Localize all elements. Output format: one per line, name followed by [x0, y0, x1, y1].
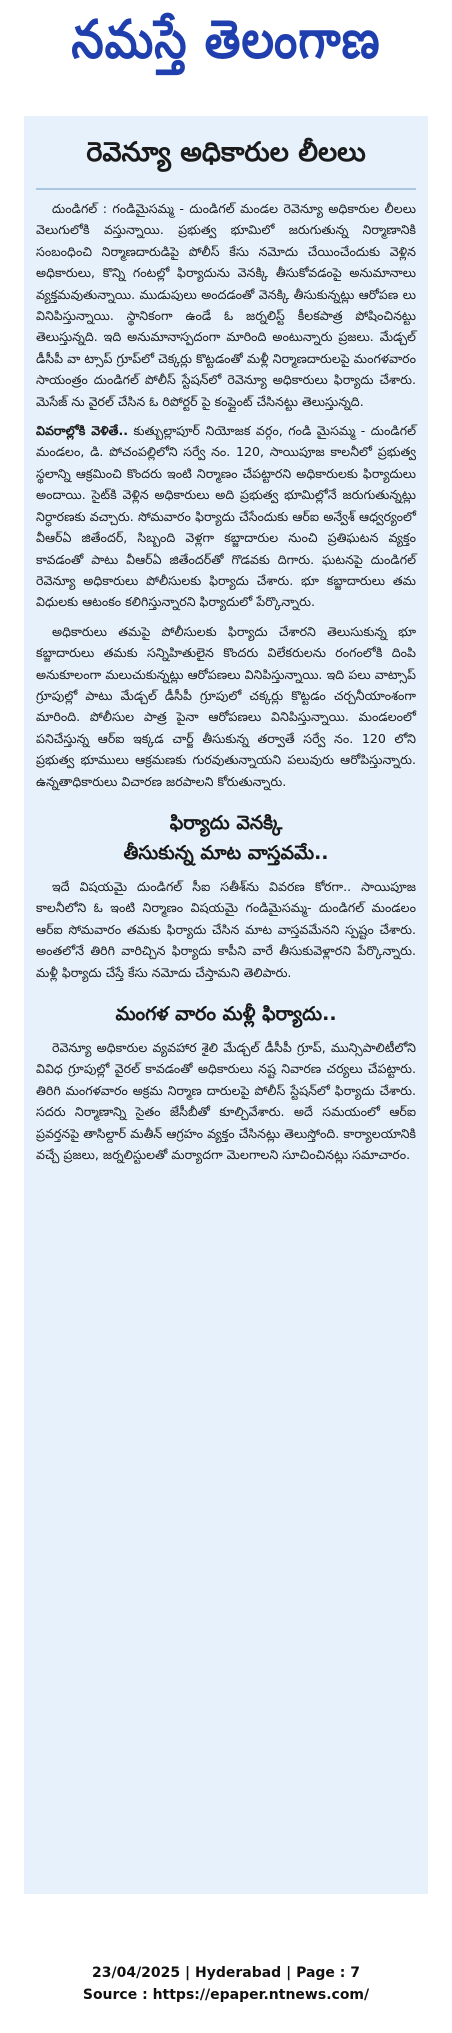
tuesday-complaint-paragraph: రెవెన్యూ అధికారుల వ్యవహార శైలి మేడ్చల్ డీసీపీ గ్రూప్, మున్సిపాలిటీలోని వివిధ గ్రూపుల్లో వైరల్ కావడంతో అధికారులు నష్ట నివారణ చర్యలు చేపట్టారు. తిరిగి మంగళవారం అక్రమ నిర్మాణ దారులపై పోలీస్ స్టేషన్‌లో ఫిర్యాదు చేశారు. సదరు నిర్మాణాన్ని సైతం జేసీబీతో కూల్చివేశారు. అదే సమయంలో ఆర్ఐ ప్రవర్తనపై తాసిల్దార్ మతీన్ ఆగ్రహం వ్యక్తం చేసినట్లు తెలుస్తోంది. కార్యాలయానికి వచ్చే ప్రజలు, జర్నలిస్టులతో మర్యాదగా మెలగాలని సూచించినట్లు సమాచారం. — [36, 1040, 416, 1163]
footer-date-page: 23/04/2025 | Hyderabad | Page : 7 — [91, 1965, 361, 1981]
section-heading-complaint-withdrawn — [36, 808, 416, 868]
masthead-title: నమస్తే తెలంగాణ — [71, 8, 381, 71]
section-heading-line1: ఫిర్యాదు వెనక్కి — [169, 811, 283, 834]
article-headline: రెవెన్యూ అధికారుల లీలలు — [36, 124, 416, 190]
ci-statement-paragraph: ఇదే విషయమై దుండిగల్ సీఐ సతీశ్‌ను వివరణ కోరగా.. సాయిపూజ కాలనీలోని ఓ ఇంటి నిర్మాణం విషయమై గండిమైసమ్మ- దుండిగల్ మండలం ఆర్ఐ సోమవారం తమకు ఫిర్యాదు చేసిన మాట వాస్తవమేనని స్పష్టం చేశారు. అంతలోనే తిరిగి వారిచ్చిన ఫిర్యాదు కాపీని వారే తీసుకువెళ్లారని పేర్కొన్నారు. మళ్లీ ఫిర్యాదు చేస్తే కేసు నమోదు చేస్తామని తెలిపారు. — [36, 878, 416, 980]
page-footer — [0, 1962, 452, 2006]
details-text: కుత్బుల్లాపూర్ నియోజక వర్గం, గండి మైసమ్మ - దుండిగల్ మండలం, డి. పోచంపల్లిలోని సర్వే నం. 120, సాయిపూజ కాలనీలో ప్రభుత్వ స్థలాన్ని ఆక్రమించి కొందరు ఇంటి నిర్మాణం చేపట్టారని అధికారులకు ఫిర్యాదులు అందాయి. సైట్‌కి వెళ్లిన అధికారులు అది ప్రభుత్వ భూమిల్లోనే జరుగుతున్నట్లు నిర్ధారణకు వచ్చారు. సోమవారం ఫిర్యాదు చేసేందుకు ఆర్ఐ అన్వేశ్ ఆధ్వర్యంలో వీఆర్ఏ జితేందర్, సిబ్బంది వెళ్లగా కబ్జాదారుల నుంచి ప్రతిఘటన వ్యక్తం కావడంతో పాటు వీఆర్ఏ జితేందర్‌తో గొడవకు దిగారు. ఘటనపై దుండిగల్ రెవెన్యూ అధికారులు పోలీసులకు ఫిర్యాదు చేశారు. భూ కబ్జాదారులు తమ విధులకు ఆటంకం కలిగిస్తున్నారని ఫిర్యాదులో పేర్కొన్నారు. — [36, 423, 416, 610]
section-heading-tuesday-complaint: మంగళ వారం మళ్లీ ఫిర్యాదు.. — [115, 1003, 337, 1025]
details-lead: వివరాల్లోకి వెళితే.. — [36, 423, 129, 439]
details-paragraph — [36, 420, 416, 613]
allegations-paragraph: అధికారులు తమపై పోలీసులకు ఫిర్యాదు చేశారని తెలుసుకున్న భూ కబ్జాదారులు తమకు సన్నిహితులైన కొందరు విలేకరులను రంగంలోకి దింపి అనుకూలంగా మలుచుకున్నట్లు ఆరోపణలు వినిపిస్తున్నాయి. ఇది పలు వాట్సాప్ గ్రూపుల్లో పాటు మేడ్చల్ డీసీపీ గ్రూపులో చక్కర్లు కొట్టడం చర్చనీయాంశంగా మారింది. పోలీసుల పాత్ర పైనా ఆరోపణలు వినిపిస్తున్నాయి. మండలంలో పనిచేస్తున్న ఆర్ఐ ఇక్కడ చార్జ్ తీసుకున్న తర్వాతే సర్వే నం. 120 లోని ప్రభుత్వ భూములు ఆక్రమణకు గురవుతున్నాయని పలువురు ఆరోపిస్తున్నారు. ఉన్నతాధికారులు విచారణ జరపాలని కోరుతున్నారు. — [36, 623, 416, 789]
article-intro-paragraph: దుండిగల్ : గండిమైసమ్మ - దుండిగల్ మండల రెవెన్యూ అధికారుల లీలలు వెలుగులోకి వస్తున్నాయి. ప్రభుత్వ భూమిలో జరుగుతున్న నిర్మాణానికి సంబంధించి నిర్మాణదారుడిపై పోలీస్ కేసు నమోదు చేయించేందుకు వెళ్లిన అధికారులు, కొన్ని గంటల్లో ఫిర్యాదును వెనక్కి తీసుకోవడంపై అనుమానాలు వ్యక్తమవుతున్నాయి. ముడుపులు అందడంతో వెనక్కి తీసుకున్నట్లు ఆరోపణ లు వినిపిస్తున్నాయి. స్థానికంగా ఉండే ఓ జర్నలిస్ట్ కీలకపాత్ర పోషించినట్టు తెలుస్తున్నది. ఇది అనుమానాస్పదంగా మారింది అంటున్నారు ప్రజలు. మేడ్చల్ డీసీపీ వా ట్సాప్ గ్రూప్‌లో చెక్కర్లు కొట్టడంతో మళ్లీ నిర్మాణదారులపై మంగళవారం సాయంత్రం దుండిగల్ పోలీస్ స్టేషన్‌లో రెవెన్యూ అధికారులు ఫిర్యాదు చేశారు. మెసేజ్ ను వైరల్ చేసిన ఓ రిపోర్టర్ పై కంప్లైంట్ చేసినట్టు తెలుస్తున్నది. — [36, 201, 416, 409]
newspaper-masthead — [0, 0, 452, 92]
section-heading-line2: తీసుకున్న మాట వాస్తవమే.. — [123, 841, 329, 864]
footer-source: Source : https://epaper.ntnews.com/ — [82, 1987, 370, 2003]
news-article — [24, 116, 428, 1894]
